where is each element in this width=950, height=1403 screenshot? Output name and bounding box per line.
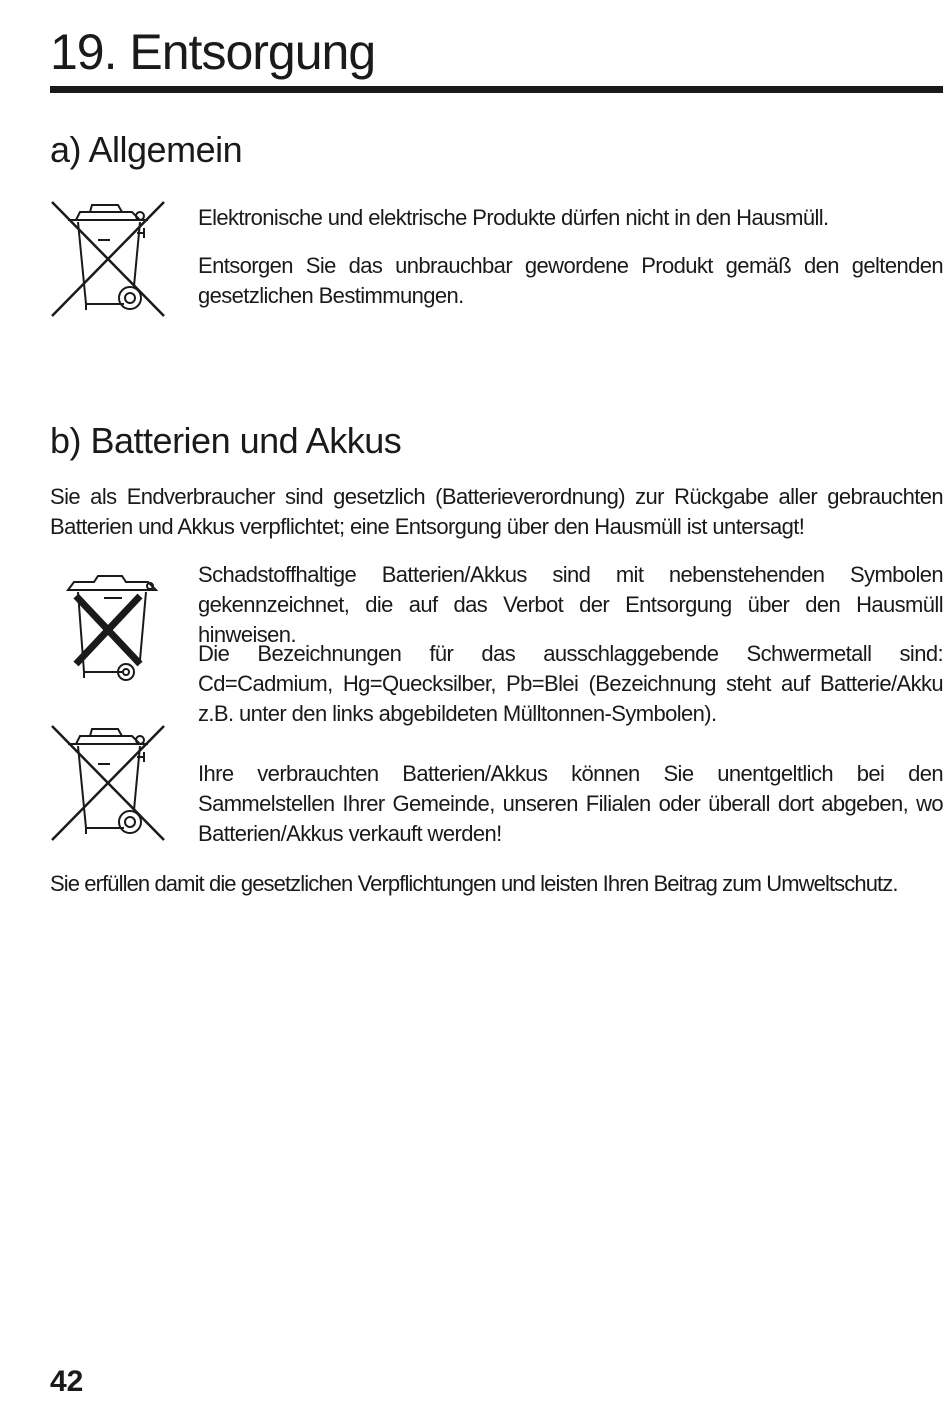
chapter-title: 19. Entsorgung	[50, 24, 376, 80]
crossed-out-wheelie-bin-icon	[48, 198, 168, 320]
batterien-paragraph-3: Ihre verbrauchten Batterien/Akkus können Sie unentgeltlich bei den Sammelstellen Ihrer Gemeinde, unseren Filialen oder überall dort abgeben, wo Batterien/Akkus verkauft werden!	[198, 761, 943, 846]
allgemein-paragraph-2: Entsorgen Sie das unbrauchbar gewordene Produkt gemäß den geltenden gesetzlichen Bestimmungen.	[198, 253, 943, 308]
section-title-batterien: b) Batterien und Akkus	[50, 420, 402, 461]
section-title-allgemein: a) Allgemein	[50, 129, 243, 170]
allgemein-paragraph-1: Elektronische und elektrische Produkte dürfen nicht in den Hausmüll.	[198, 205, 829, 230]
crossed-out-wheelie-bin-icon	[48, 722, 168, 844]
batterien-paragraph-2: Die Bezeichnungen für das ausschlaggebende Schwermetall sind: Cd=Cadmium, Hg=Quecksilber, Pb=Blei (Bezeichnung steht auf Batterie/Akku z.B. unter den links abgebildeten Mülltonnen-Symbolen).	[198, 641, 943, 726]
batterien-paragraph-1: Schadstoffhaltige Batterien/Akkus sind mit nebenstehenden Symbolen gekennzeichnet, die auf das Verbot der Entsorgung über den Hausmüll hinweisen.	[198, 562, 943, 647]
chapter-rule	[50, 86, 943, 93]
batterien-closing-paragraph: Sie erfüllen damit die gesetzlichen Verpflichtungen und leisten Ihren Beitrag zum Umweltschutz.	[50, 871, 898, 896]
batterien-intro-paragraph: Sie als Endverbraucher sind gesetzlich (Batterieverordnung) zur Rückgabe aller gebrauchten Batterien und Akkus verpflichtet; eine Entsorgung über den Hausmüll ist untersagt!	[50, 484, 943, 539]
crossed-out-battery-bin-icon	[64, 568, 162, 684]
page-number: 42	[50, 1365, 84, 1398]
